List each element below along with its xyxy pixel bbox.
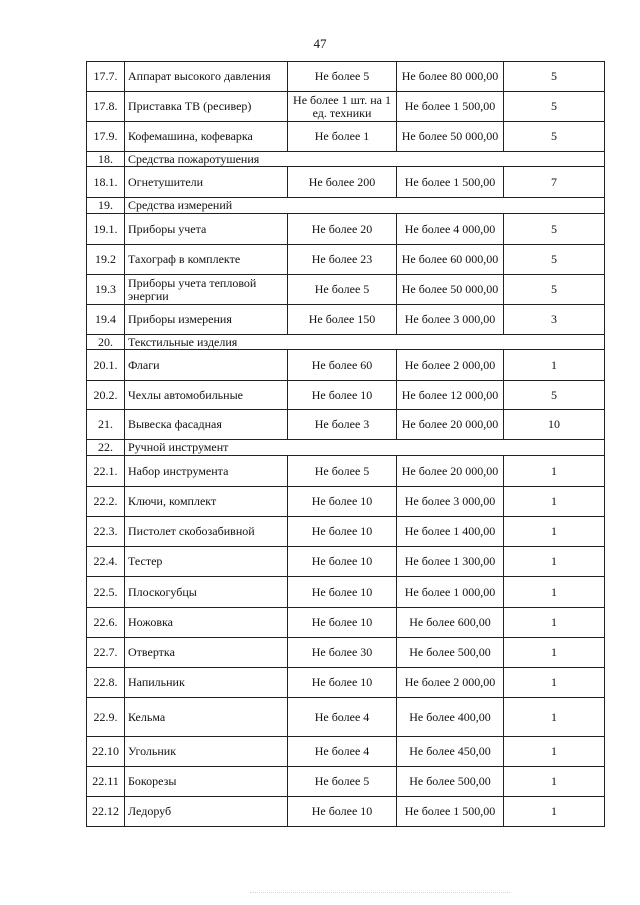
service-life-cell: 5: [504, 245, 605, 275]
row-number-cell: 20.2.: [87, 381, 125, 410]
row-number-cell: 22.: [87, 440, 125, 456]
quantity-cell: Не более 200: [288, 167, 397, 198]
item-name-cell: Вывеска фасадная: [125, 410, 288, 440]
table-row: [87, 767, 605, 797]
service-life-cell: 10: [504, 410, 605, 440]
table-row: [87, 245, 605, 275]
quantity-cell: Не более 30: [288, 638, 397, 668]
quantity-cell: Не более 10: [288, 797, 397, 827]
row-number-cell: 22.6.: [87, 608, 125, 638]
quantity-cell: Не более 60: [288, 350, 397, 381]
row-number-cell: 22.8.: [87, 668, 125, 698]
price-cell: Не более 500,00: [397, 767, 504, 797]
section-title-cell: Средства измерений: [125, 198, 605, 214]
scan-artifact: [250, 892, 510, 899]
table-row: [87, 517, 605, 547]
price-cell: Не более 450,00: [397, 737, 504, 767]
table-row: [87, 737, 605, 767]
service-life-cell: 1: [504, 456, 605, 487]
quantity-cell: Не более 5: [288, 62, 397, 92]
row-number-cell: 22.9.: [87, 698, 125, 737]
quantity-cell: Не более 5: [288, 456, 397, 487]
row-number-cell: 22.10: [87, 737, 125, 767]
section-row: [87, 335, 605, 350]
service-life-cell: 1: [504, 797, 605, 827]
row-number-cell: 17.7.: [87, 62, 125, 92]
service-life-cell: 5: [504, 275, 605, 305]
price-cell: Не более 2 000,00: [397, 668, 504, 698]
quantity-cell: Не более 3: [288, 410, 397, 440]
inventory-table: [86, 61, 605, 827]
row-number-cell: 19.: [87, 198, 125, 214]
item-name-cell: Ключи, комплект: [125, 487, 288, 517]
price-cell: Не более 500,00: [397, 638, 504, 668]
price-cell: Не более 4 000,00: [397, 214, 504, 245]
row-number-cell: 22.7.: [87, 638, 125, 668]
row-number-cell: 18.: [87, 152, 125, 167]
item-name-cell: Плоскогубцы: [125, 577, 288, 608]
item-name-cell: Флаги: [125, 350, 288, 381]
service-life-cell: 1: [504, 698, 605, 737]
item-name-cell: Тахограф в комплекте: [125, 245, 288, 275]
quantity-cell: Не более 23: [288, 245, 397, 275]
table-row: [87, 547, 605, 577]
table-row: [87, 608, 605, 638]
section-title-cell: Средства пожаротушения: [125, 152, 605, 167]
service-life-cell: 1: [504, 608, 605, 638]
item-name-cell: Приборы учета: [125, 214, 288, 245]
table-row: [87, 275, 605, 305]
price-cell: Не более 1 500,00: [397, 92, 504, 122]
row-number-cell: 21.: [87, 410, 125, 440]
table-row: [87, 167, 605, 198]
service-life-cell: 1: [504, 638, 605, 668]
item-name-cell: Напильник: [125, 668, 288, 698]
table-row: [87, 410, 605, 440]
page-number: 47: [313, 36, 327, 51]
price-cell: Не более 1 300,00: [397, 547, 504, 577]
price-cell: Не более 3 000,00: [397, 487, 504, 517]
section-row: [87, 440, 605, 456]
item-name-cell: Кофемашина, кофеварка: [125, 122, 288, 152]
price-cell: Не более 1 500,00: [397, 167, 504, 198]
item-name-cell: Чехлы автомобильные: [125, 381, 288, 410]
quantity-cell: Не более 5: [288, 767, 397, 797]
row-number-cell: 22.12: [87, 797, 125, 827]
table-row: [87, 698, 605, 737]
section-row: [87, 198, 605, 214]
price-cell: Не более 12 000,00: [397, 381, 504, 410]
price-cell: Не более 1 500,00: [397, 797, 504, 827]
quantity-cell: Не более 10: [288, 577, 397, 608]
table-row: [87, 577, 605, 608]
row-number-cell: 19.1.: [87, 214, 125, 245]
item-name-cell: Набор инструмента: [125, 456, 288, 487]
row-number-cell: 22.2.: [87, 487, 125, 517]
table-row: [87, 638, 605, 668]
item-name-cell: Приставка ТВ (ресивер): [125, 92, 288, 122]
row-number-cell: 17.8.: [87, 92, 125, 122]
row-number-cell: 20.1.: [87, 350, 125, 381]
quantity-cell: Не более 4: [288, 737, 397, 767]
row-number-cell: 22.11: [87, 767, 125, 797]
quantity-cell: Не более 10: [288, 547, 397, 577]
quantity-cell: Не более 10: [288, 668, 397, 698]
service-life-cell: 3: [504, 305, 605, 335]
item-name-cell: Бокорезы: [125, 767, 288, 797]
price-cell: Не более 20 000,00: [397, 456, 504, 487]
table-body: [87, 62, 605, 827]
quantity-cell: Не более 1 шт. на 1 ед. техники: [288, 92, 397, 122]
table-row: [87, 62, 605, 92]
item-name-cell: Приборы измерения: [125, 305, 288, 335]
row-number-cell: 20.: [87, 335, 125, 350]
price-cell: Не более 3 000,00: [397, 305, 504, 335]
quantity-cell: Не более 10: [288, 517, 397, 547]
table-row: [87, 214, 605, 245]
price-cell: Не более 80 000,00: [397, 62, 504, 92]
quantity-cell: Не более 10: [288, 608, 397, 638]
service-life-cell: 5: [504, 381, 605, 410]
item-name-cell: Кельма: [125, 698, 288, 737]
row-number-cell: 19.2: [87, 245, 125, 275]
table-row: [87, 487, 605, 517]
section-title-cell: Ручной инструмент: [125, 440, 605, 456]
quantity-cell: Не более 20: [288, 214, 397, 245]
row-number-cell: 17.9.: [87, 122, 125, 152]
quantity-cell: Не более 10: [288, 487, 397, 517]
quantity-cell: Не более 5: [288, 275, 397, 305]
item-name-cell: Тестер: [125, 547, 288, 577]
row-number-cell: 22.5.: [87, 577, 125, 608]
section-title-cell: Текстильные изделия: [125, 335, 605, 350]
row-number-cell: 19.4: [87, 305, 125, 335]
row-number-cell: 18.1.: [87, 167, 125, 198]
service-life-cell: 1: [504, 517, 605, 547]
item-name-cell: Угольник: [125, 737, 288, 767]
service-life-cell: 1: [504, 487, 605, 517]
service-life-cell: 1: [504, 577, 605, 608]
price-cell: Не более 400,00: [397, 698, 504, 737]
quantity-cell: Не более 4: [288, 698, 397, 737]
price-cell: Не более 1 400,00: [397, 517, 504, 547]
quantity-cell: Не более 150: [288, 305, 397, 335]
row-number-cell: 22.4.: [87, 547, 125, 577]
section-row: [87, 152, 605, 167]
service-life-cell: 5: [504, 214, 605, 245]
table-row: [87, 381, 605, 410]
quantity-cell: Не более 10: [288, 381, 397, 410]
table-row: [87, 92, 605, 122]
row-number-cell: 22.1.: [87, 456, 125, 487]
service-life-cell: 5: [504, 92, 605, 122]
item-name-cell: Отвертка: [125, 638, 288, 668]
service-life-cell: 7: [504, 167, 605, 198]
table-row: [87, 456, 605, 487]
price-cell: Не более 600,00: [397, 608, 504, 638]
service-life-cell: 5: [504, 62, 605, 92]
service-life-cell: 1: [504, 547, 605, 577]
item-name-cell: Огнетушители: [125, 167, 288, 198]
price-cell: Не более 60 000,00: [397, 245, 504, 275]
table-row: [87, 797, 605, 827]
service-life-cell: 1: [504, 737, 605, 767]
service-life-cell: 1: [504, 668, 605, 698]
item-name-cell: Ледоруб: [125, 797, 288, 827]
price-cell: Не более 50 000,00: [397, 275, 504, 305]
service-life-cell: 1: [504, 350, 605, 381]
table-row: [87, 305, 605, 335]
service-life-cell: 5: [504, 122, 605, 152]
price-cell: Не более 1 000,00: [397, 577, 504, 608]
quantity-cell: Не более 1: [288, 122, 397, 152]
row-number-cell: 22.3.: [87, 517, 125, 547]
item-name-cell: Аппарат высокого давления: [125, 62, 288, 92]
row-number-cell: 19.3: [87, 275, 125, 305]
price-cell: Не более 2 000,00: [397, 350, 504, 381]
table-row: [87, 122, 605, 152]
price-cell: Не более 20 000,00: [397, 410, 504, 440]
item-name-cell: Пистолет скобозабивной: [125, 517, 288, 547]
item-name-cell: Ножовка: [125, 608, 288, 638]
table-row: [87, 350, 605, 381]
service-life-cell: 1: [504, 767, 605, 797]
item-name-cell: Приборы учета тепловой энергии: [125, 275, 288, 305]
table-row: [87, 668, 605, 698]
price-cell: Не более 50 000,00: [397, 122, 504, 152]
